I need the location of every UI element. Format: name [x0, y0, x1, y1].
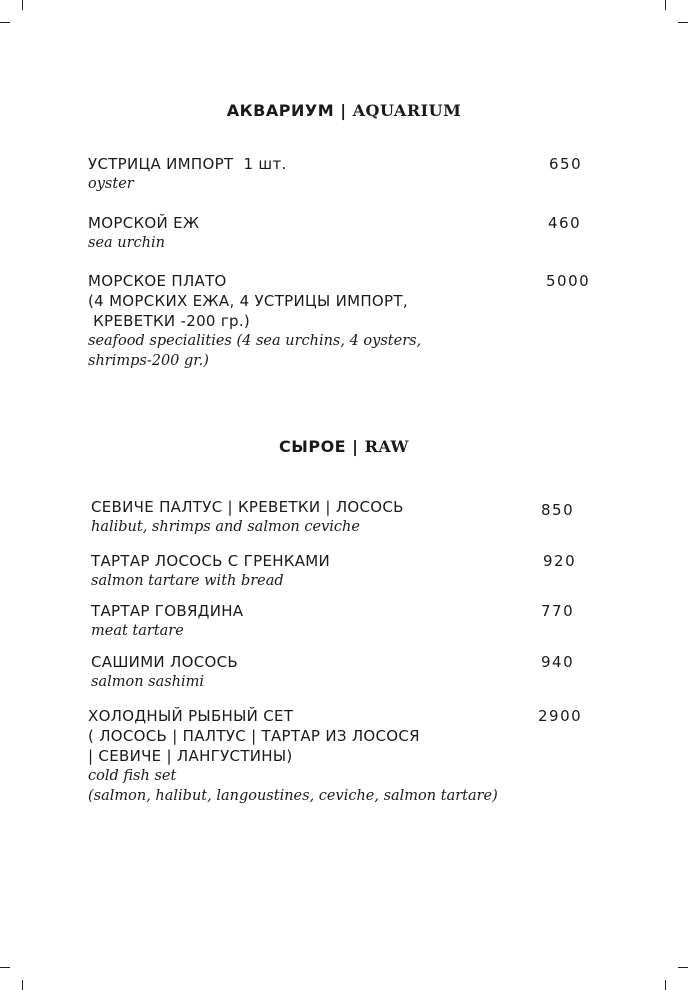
item-name: МОРСКОЙ ЕЖ — [88, 214, 200, 232]
crop-mark — [0, 22, 10, 23]
item-description: cold fish set — [88, 768, 177, 784]
item-description: shrimps-200 gr.) — [88, 353, 209, 369]
menu-item-seafood-plateau — [88, 271, 421, 371]
section-title-en: AQUARIUM — [352, 101, 462, 120]
item-price: 770 — [541, 602, 575, 620]
menu-item-salmon-tartare — [91, 551, 330, 591]
item-price: 850 — [541, 501, 575, 519]
item-contents-line: КРЕВЕТКИ -200 гр.) — [88, 312, 251, 330]
item-contents-line: | СЕВИЧЕ | ЛАНГУСТИНЫ) — [88, 747, 293, 765]
item-name: ТАРТАР ЛОСОСЬ С ГРЕНКАМИ — [91, 552, 331, 570]
menu-item-oyster — [88, 154, 287, 194]
section-title-aquarium — [0, 101, 688, 120]
menu-item-cold-fish-set — [88, 706, 498, 806]
item-name: СЕВИЧЕ ПАЛТУС | КРЕВЕТКИ | ЛОСОСЬ — [91, 498, 404, 516]
menu-item-sea-urchin — [88, 213, 199, 253]
item-price: 5000 — [546, 272, 591, 290]
item-description: (salmon, halibut, langoustines, ceviche, salmon tartare) — [88, 788, 498, 804]
item-name: ТАРТАР ГОВЯДИНА — [91, 602, 244, 620]
item-description: oyster — [88, 176, 134, 192]
item-description: meat tartare — [91, 623, 184, 639]
item-price: 650 — [549, 155, 583, 173]
item-price: 920 — [543, 552, 577, 570]
menu-item-beef-tartare — [91, 601, 243, 641]
item-name: МОРСКОЕ ПЛАТО — [88, 272, 227, 290]
crop-mark — [0, 967, 10, 968]
item-name: ХОЛОДНЫЙ РЫБНЫЙ СЕТ — [88, 707, 294, 725]
item-description: salmon sashimi — [91, 674, 205, 690]
item-price: 940 — [541, 653, 575, 671]
item-price: 460 — [548, 214, 582, 232]
section-title-raw — [0, 437, 688, 456]
crop-mark — [665, 0, 666, 10]
menu-item-salmon-sashimi — [91, 652, 238, 692]
item-description: sea urchin — [88, 235, 165, 251]
item-name: САШИМИ ЛОСОСЬ — [91, 653, 238, 671]
item-contents-line: (4 МОРСКИХ ЕЖА, 4 УСТРИЦЫ ИМПОРТ, — [88, 292, 408, 310]
item-description: salmon tartare with bread — [91, 573, 284, 589]
item-contents-line: ( ЛОСОСЬ | ПАЛТУС | ТАРТАР ИЗ ЛОСОСЯ — [88, 727, 420, 745]
section-title-en: RAW — [364, 437, 409, 456]
menu-item-ceviche — [91, 497, 404, 537]
crop-mark — [22, 0, 23, 10]
item-price: 2900 — [538, 707, 583, 725]
crop-mark — [678, 967, 688, 968]
crop-mark — [678, 22, 688, 23]
crop-mark — [665, 980, 666, 990]
crop-mark — [22, 980, 23, 990]
item-description: seafood specialities (4 sea urchins, 4 oysters, — [88, 333, 422, 349]
section-title-ru: АКВАРИУМ | — [226, 101, 347, 120]
item-name: УСТРИЦА ИМПОРТ 1 шт. — [88, 155, 287, 173]
section-title-ru: СЫРОЕ | — [279, 437, 359, 456]
item-description: halibut, shrimps and salmon ceviche — [91, 519, 360, 535]
